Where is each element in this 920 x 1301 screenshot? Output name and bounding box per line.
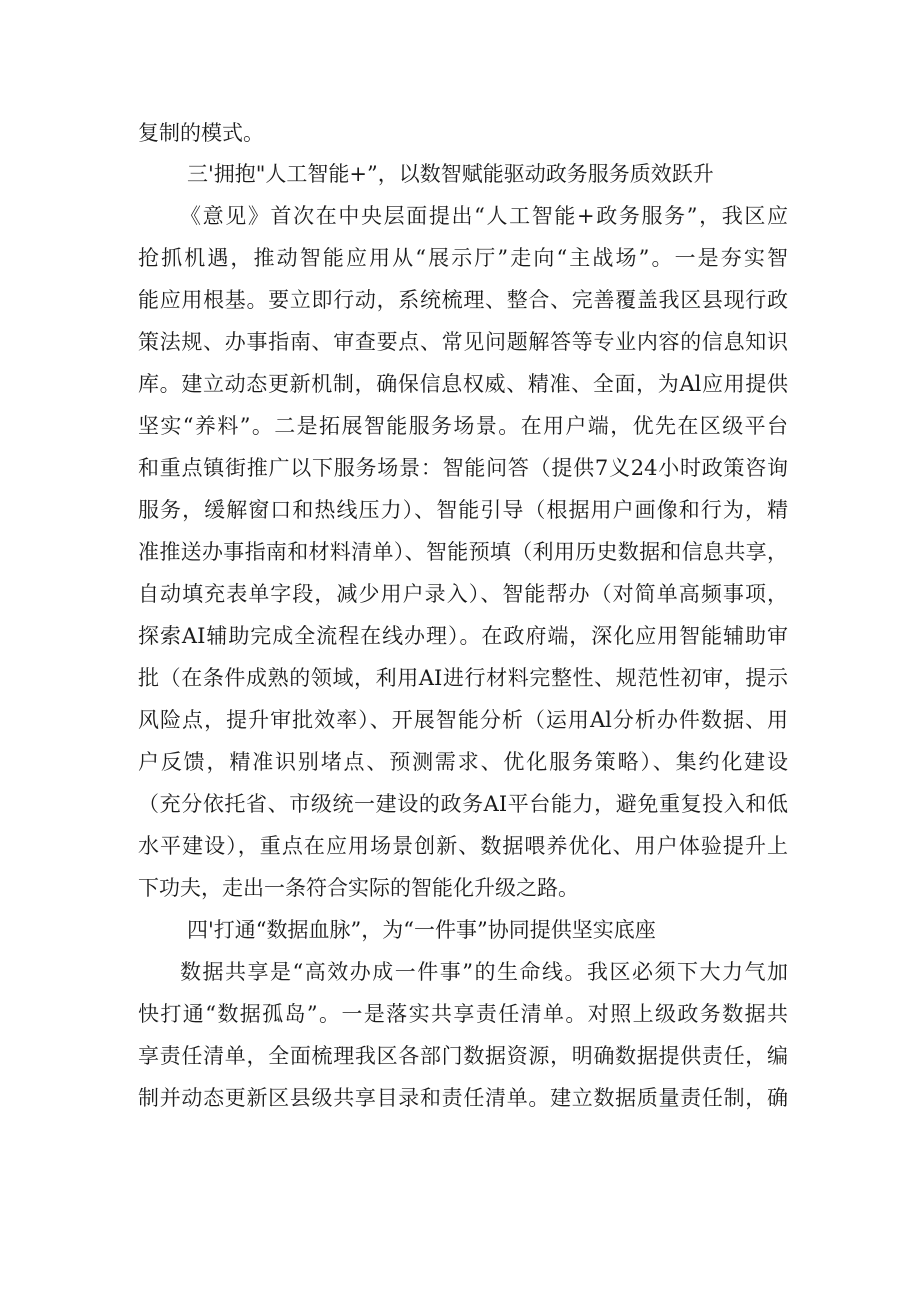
paragraph-line: 风险点，提升审批效率）、开展智能分析（运用Al分析办件数据、用 xyxy=(138,708,788,732)
paragraph-line: 服务，缓解窗口和热线压力）、智能引导（根据用户画像和行为，精 xyxy=(138,498,788,522)
paragraph-line: 抢抓机遇，推动智能应用从“展示厅”走向“主战场”。一是夯实智 xyxy=(138,246,788,270)
paragraph-line: 批（在条件成熟的领域，利用AI进行材料完整性、规范性初审，提示 xyxy=(138,666,788,690)
section-heading-3: 三'拥抱"人工智能+”，以数智赋能驱动政务服务质效跃升 xyxy=(187,162,714,186)
paragraph-line: 策法规、办事指南、审查要点、常见问题解答等专业内容的信息知识 xyxy=(138,330,788,354)
paragraph-line: 数据共享是“高效办成一件事”的生命线。我区必须下大力气加 xyxy=(180,960,788,984)
paragraph-line: 快打通“数据孤岛”。一是落实共享责任清单。对照上级政务数据共 xyxy=(138,1002,788,1026)
paragraph-line: 享责任清单，全面梳理我区各部门数据资源，明确数据提供责任，编 xyxy=(138,1044,788,1068)
paragraph-line: 复制的模式。 xyxy=(138,121,264,145)
paragraph-line: （充分依托省、市级统一建设的政务AI平台能力，避免重复投入和低 xyxy=(138,792,788,816)
paragraph-line: 准推送办事指南和材料清单）、智能预填（利用历史数据和信息共享， xyxy=(138,540,788,564)
paragraph-line: 能应用根基。要立即行动，系统梳理、整合、完善覆盖我区县现行政 xyxy=(138,288,788,312)
section-heading-4: 四'打通“数据血脉”，为“一件事”协同提供坚实底座 xyxy=(187,918,656,942)
paragraph-line: 坚实“养料”。二是拓展智能服务场景。在用户端，优先在区级平台 xyxy=(138,414,788,438)
paragraph-line: 《意见》首次在中央层面提出“人工智能+政务服务”，我区应 xyxy=(180,204,788,228)
paragraph-line: 制并动态更新区县级共享目录和责任清单。建立数据质量责任制，确 xyxy=(138,1086,788,1110)
paragraph-line: 库。建立动态更新机制，确保信息权威、精准、全面，为Al应用提供 xyxy=(138,372,788,396)
paragraph-line: 自动填充表单字段，减少用户录入）、智能帮办（对简单高频事项， xyxy=(138,582,788,606)
paragraph-line: 水平建设），重点在应用场景创新、数据喂养优化、用户体验提升上 xyxy=(138,834,788,858)
paragraph-line: 户反馈，精准识别堵点、预测需求、优化服务策略）、集约化建设 xyxy=(138,750,788,774)
paragraph-line: 和重点镇街推广以下服务场景：智能问答（提供7义24小时政策咨询 xyxy=(138,456,788,480)
paragraph-line: 探索AI辅助完成全流程在线办理）。在政府端，深化应用智能辅助审 xyxy=(138,624,788,648)
paragraph-line: 下功夫，走出一条符合实际的智能化升级之路。 xyxy=(138,876,579,900)
